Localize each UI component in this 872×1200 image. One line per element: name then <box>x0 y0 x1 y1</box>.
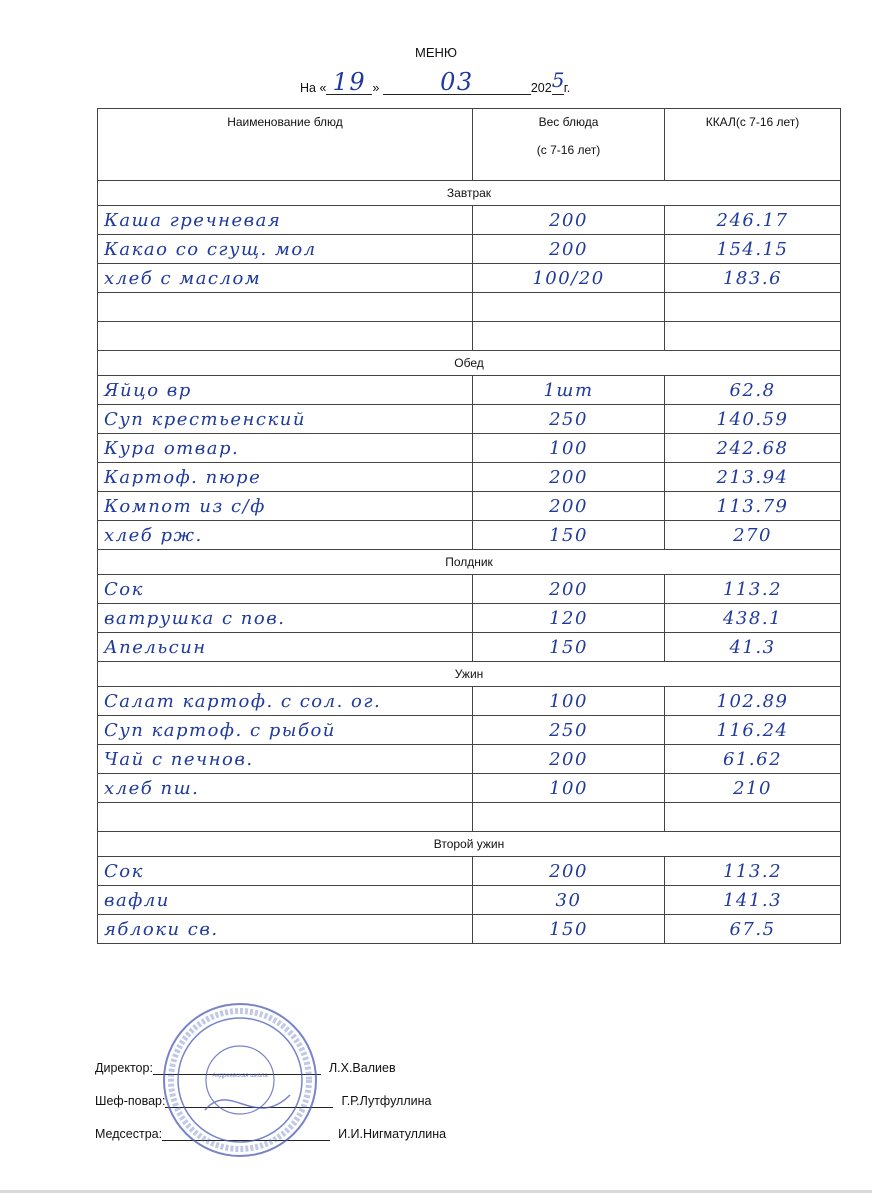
handwritten-text: 113.79 <box>716 495 789 517</box>
section-title: Завтрак <box>98 181 841 206</box>
kcal-cell <box>665 886 841 915</box>
kcal-cell <box>665 264 841 293</box>
signature-role: Медсестра: <box>95 1127 163 1141</box>
dish-name-cell <box>98 633 473 662</box>
handwritten-text: 102.89 <box>716 690 789 712</box>
kcal-cell <box>665 857 841 886</box>
dish-name-cell <box>98 293 473 322</box>
handwritten-text: яблоки св. <box>104 918 219 940</box>
handwritten-text: Сок <box>104 860 144 882</box>
kcal-cell <box>665 716 841 745</box>
table-row <box>98 463 841 492</box>
dish-name-cell <box>98 716 473 745</box>
date-mid: » <box>372 81 380 95</box>
table-row <box>98 915 841 944</box>
handwritten-text: 100 <box>549 690 588 712</box>
stamp-signature-stroke <box>205 1095 290 1110</box>
dish-name-cell <box>98 774 473 803</box>
table-row <box>98 434 841 463</box>
table-row <box>98 264 841 293</box>
handwritten-text: Чай с печнов. <box>104 748 254 770</box>
weight-cell <box>473 492 665 521</box>
kcal-cell <box>665 915 841 944</box>
handwritten-text: Картоф. пюре <box>104 466 262 488</box>
signature-name: Л.Х.Валиев <box>328 1061 396 1075</box>
stamp-text: Андреевская школа <box>212 1073 268 1079</box>
handwritten-text: Сок <box>104 578 144 600</box>
section-title: Полдник <box>98 550 841 575</box>
dish-name-cell <box>98 745 473 774</box>
handwritten-text: 141.3 <box>722 889 783 911</box>
handwritten-text: 62.8 <box>729 379 776 401</box>
table-row <box>98 774 841 803</box>
handwritten-text: 116.24 <box>716 719 789 741</box>
weight-cell <box>473 434 665 463</box>
stamp-outer-ring <box>164 1004 316 1156</box>
kcal-cell <box>665 803 841 832</box>
handwritten-text: ватрушка с пов. <box>104 607 286 629</box>
kcal-cell <box>665 463 841 492</box>
handwritten-text: Компот из с/ф <box>104 495 266 517</box>
scan-edge <box>0 1190 872 1193</box>
weight-cell <box>473 915 665 944</box>
signature-role: Шеф-повар: <box>95 1094 166 1108</box>
handwritten-text: 140.59 <box>716 408 789 430</box>
handwritten-text: 210 <box>733 777 772 799</box>
date-month: 03 <box>440 68 474 96</box>
dish-name-cell <box>98 434 473 463</box>
section-title: Второй ужин <box>98 832 841 857</box>
weight-cell <box>473 206 665 235</box>
table-row <box>98 687 841 716</box>
col-kcal: ККАЛ(с 7-16 лет) <box>665 109 841 181</box>
handwritten-text: 200 <box>549 860 588 882</box>
signature-name: И.И.Нигматуллина <box>338 1127 447 1141</box>
section-title: Ужин <box>98 662 841 687</box>
handwritten-text: 200 <box>549 578 588 600</box>
handwritten-text: 200 <box>549 238 588 260</box>
kcal-cell <box>665 405 841 434</box>
date-year-digit: 5 <box>551 68 566 92</box>
kcal-cell <box>665 434 841 463</box>
kcal-cell <box>665 235 841 264</box>
table-row <box>98 293 841 322</box>
date-year-prefix: 202 <box>530 81 552 95</box>
header-row <box>98 109 841 181</box>
table-row <box>98 235 841 264</box>
dish-name-cell <box>98 264 473 293</box>
kcal-cell <box>665 774 841 803</box>
handwritten-text: хлеб пш. <box>104 777 200 799</box>
weight-cell <box>473 604 665 633</box>
stamp-middle-ring <box>178 1018 302 1142</box>
date-line <box>300 68 571 96</box>
table-row <box>98 405 841 434</box>
handwritten-text: 1шт <box>543 379 594 401</box>
dish-name-cell <box>98 604 473 633</box>
weight-cell <box>473 376 665 405</box>
dish-name-cell <box>98 492 473 521</box>
weight-cell <box>473 264 665 293</box>
section-row <box>98 351 841 376</box>
dish-name-cell <box>98 405 473 434</box>
handwritten-text: 438.1 <box>722 607 783 629</box>
col-weight-label: Вес блюда <box>538 115 599 129</box>
handwritten-text: 200 <box>549 209 588 231</box>
section-row <box>98 181 841 206</box>
weight-cell <box>473 322 665 351</box>
handwritten-text: хлеб с маслом <box>104 267 262 289</box>
menu-table-body <box>98 109 841 944</box>
weight-cell <box>473 803 665 832</box>
col-dish-name: Наименование блюд <box>98 109 473 181</box>
weight-cell <box>473 687 665 716</box>
date-suffix: г. <box>563 81 571 95</box>
date-year-field <box>551 68 566 95</box>
table-row <box>98 745 841 774</box>
weight-cell <box>473 463 665 492</box>
kcal-cell <box>665 492 841 521</box>
handwritten-text: 100 <box>549 777 588 799</box>
table-row <box>98 803 841 832</box>
handwritten-text: 246.17 <box>716 209 789 231</box>
weight-cell <box>473 405 665 434</box>
table-row <box>98 376 841 405</box>
handwritten-text: 100/20 <box>532 267 605 289</box>
handwritten-text: Апельсин <box>104 636 207 658</box>
kcal-cell <box>665 322 841 351</box>
handwritten-text: 113.2 <box>722 578 783 600</box>
date-month-field <box>383 68 531 96</box>
signature-role: Директор: <box>95 1061 153 1075</box>
dish-name-cell <box>98 463 473 492</box>
date-prefix: На « <box>300 81 327 95</box>
handwritten-text: 200 <box>549 748 588 770</box>
dish-name-cell <box>98 886 473 915</box>
weight-cell <box>473 633 665 662</box>
stamp-lettering-ring <box>171 1011 309 1149</box>
handwritten-text: 250 <box>549 408 588 430</box>
dish-name-cell <box>98 235 473 264</box>
table-row <box>98 716 841 745</box>
weight-cell <box>473 857 665 886</box>
kcal-cell <box>665 575 841 604</box>
handwritten-text: 242.68 <box>716 437 789 459</box>
handwritten-text: 154.15 <box>716 238 789 260</box>
handwritten-text: 250 <box>549 719 588 741</box>
handwritten-text: 183.6 <box>722 267 783 289</box>
table-row <box>98 492 841 521</box>
weight-cell <box>473 521 665 550</box>
dish-name-cell <box>98 857 473 886</box>
section-row <box>98 550 841 575</box>
official-stamp <box>160 1000 320 1160</box>
date-day-field <box>326 68 372 96</box>
section-row <box>98 662 841 687</box>
weight-cell <box>473 716 665 745</box>
handwritten-text: Суп картоф. с рыбой <box>104 719 336 741</box>
weight-cell <box>473 745 665 774</box>
col-weight <box>473 109 665 181</box>
handwritten-text: 200 <box>549 495 588 517</box>
handwritten-text: хлеб рж. <box>104 524 203 546</box>
table-row <box>98 206 841 235</box>
dish-name-cell <box>98 206 473 235</box>
handwritten-text: Яйцо вр <box>104 379 192 401</box>
handwritten-text: 200 <box>549 466 588 488</box>
table-row <box>98 633 841 662</box>
section-row <box>98 832 841 857</box>
handwritten-text: вафли <box>104 889 170 911</box>
dish-name-cell <box>98 575 473 604</box>
kcal-cell <box>665 521 841 550</box>
handwritten-text: 41.3 <box>729 636 776 658</box>
table-row <box>98 886 841 915</box>
handwritten-text: Каша гречневая <box>104 209 282 231</box>
date-day: 19 <box>332 68 367 96</box>
kcal-cell <box>665 604 841 633</box>
handwritten-text: 270 <box>733 524 772 546</box>
handwritten-text: Суп крестьенский <box>104 408 306 430</box>
section-title: Обед <box>98 351 841 376</box>
weight-cell <box>473 235 665 264</box>
menu-title: МЕНЮ <box>414 45 458 60</box>
table-row <box>98 575 841 604</box>
weight-cell <box>473 293 665 322</box>
table-row <box>98 604 841 633</box>
kcal-cell <box>665 293 841 322</box>
handwritten-text: Какао со сгущ. мол <box>104 238 317 260</box>
dish-name-cell <box>98 803 473 832</box>
table-row <box>98 857 841 886</box>
dish-name-cell <box>98 322 473 351</box>
handwritten-text: 150 <box>549 636 588 658</box>
dish-name-cell <box>98 915 473 944</box>
menu-table <box>97 108 841 944</box>
weight-cell <box>473 774 665 803</box>
kcal-cell <box>665 633 841 662</box>
handwritten-text: 150 <box>549 918 588 940</box>
handwritten-text: 61.62 <box>722 748 783 770</box>
signature-name: Г.Р.Лутфуллина <box>341 1094 432 1108</box>
handwritten-text: 67.5 <box>729 918 776 940</box>
handwritten-text: Салат картоф. с сол. ог. <box>104 690 382 712</box>
weight-cell <box>473 575 665 604</box>
handwritten-text: 150 <box>549 524 588 546</box>
handwritten-text: 120 <box>549 607 588 629</box>
kcal-cell <box>665 687 841 716</box>
kcal-cell <box>665 376 841 405</box>
dish-name-cell <box>98 521 473 550</box>
kcal-cell <box>665 206 841 235</box>
dish-name-cell <box>98 376 473 405</box>
dish-name-cell <box>98 687 473 716</box>
col-weight-age: (с 7-16 лет) <box>536 143 601 157</box>
handwritten-text: 213.94 <box>716 466 789 488</box>
table-row <box>98 322 841 351</box>
weight-cell <box>473 886 665 915</box>
handwritten-text: 113.2 <box>722 860 783 882</box>
kcal-cell <box>665 745 841 774</box>
table-row <box>98 521 841 550</box>
handwritten-text: 30 <box>555 889 582 911</box>
handwritten-text: 100 <box>549 437 588 459</box>
handwritten-text: Кура отвар. <box>104 437 240 459</box>
